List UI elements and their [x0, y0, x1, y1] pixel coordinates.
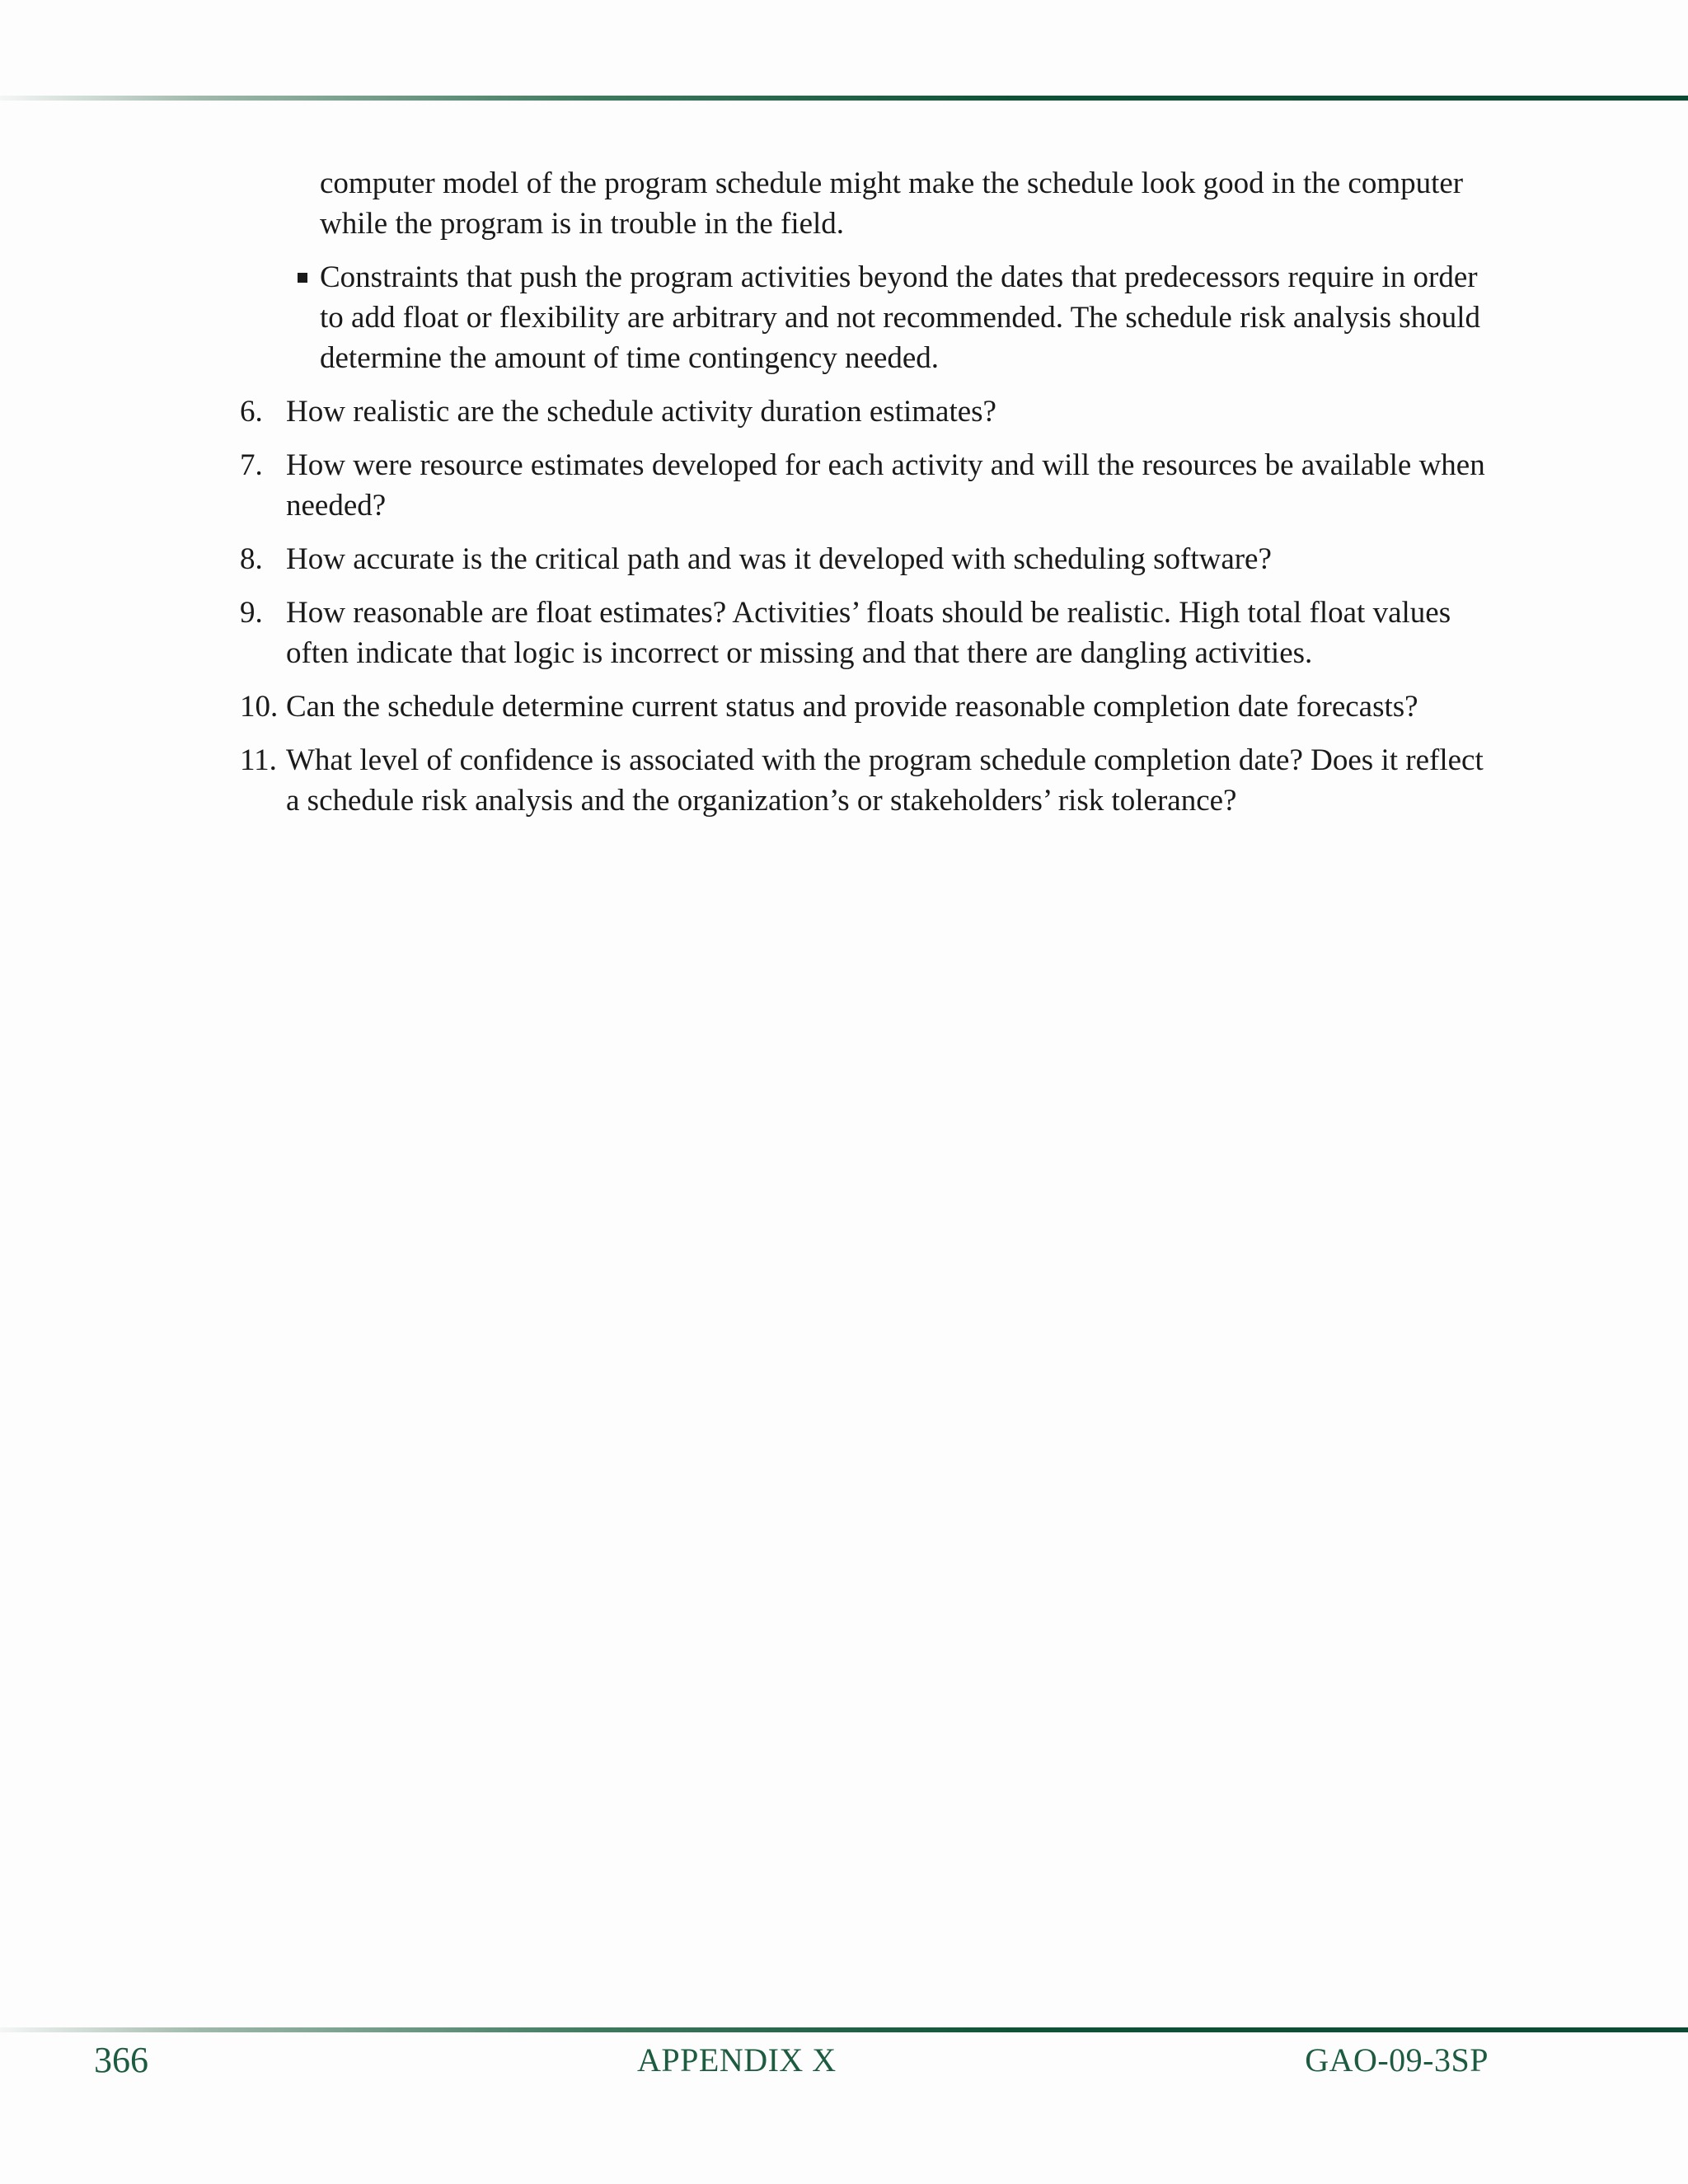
- list-item-number: 8.: [240, 542, 263, 576]
- list-item-text: How reasonable are float estimates? Activities’ floats should be realistic. High total float values often indicate that logic is incorrect or missing and that there are dangling activities.: [286, 596, 1451, 670]
- list-item-text: How were resource estimates developed for each activity and will the resources be available when needed?: [286, 448, 1485, 523]
- footer-rule: [0, 2027, 1688, 2032]
- list-item-text: How accurate is the critical path and was it developed with scheduling software?: [286, 542, 1272, 576]
- list-item: [234, 539, 1487, 579]
- list-item: [234, 445, 1487, 526]
- list-item-number: 7.: [240, 448, 263, 482]
- page-body: [234, 163, 1487, 834]
- page-footer: [0, 2036, 1688, 2085]
- document-id: GAO-09-3SP: [1305, 2041, 1489, 2079]
- list-item: [234, 391, 1487, 432]
- bullet-text: Constraints that push the program activities beyond the dates that predecessors require in order to add float or flexibility are arbitrary and not recommended. The schedule risk analysis should determine the amount of time contingency needed.: [320, 260, 1480, 375]
- list-item-number: 10.: [240, 690, 279, 724]
- list-item: [234, 593, 1487, 673]
- list-item: [234, 687, 1487, 727]
- list-item-text: What level of confidence is associated with the program schedule completion date? Does it reflect a schedule risk analysis and the organization’s or stakeholders’ risk tolerance?: [286, 743, 1484, 818]
- continued-bullet-text: computer model of the program schedule might make the schedule look good in the computer while the program is in trouble in the field.: [320, 166, 1464, 241]
- list-item-number: 6.: [240, 395, 263, 429]
- list-item: [234, 740, 1487, 821]
- list-item-number: 9.: [240, 596, 263, 630]
- list-item-text: Can the schedule determine current status and provide reasonable completion date forecasts?: [286, 690, 1418, 724]
- list-item-text: How realistic are the schedule activity duration estimates?: [286, 395, 996, 429]
- bullet-item: [288, 257, 1487, 378]
- page-number: 366: [94, 2040, 148, 2080]
- square-bullet-icon: [288, 257, 320, 378]
- list-item-number: 11.: [240, 743, 277, 777]
- section-title: APPENDIX X: [637, 2041, 837, 2079]
- header-rule: [0, 96, 1688, 101]
